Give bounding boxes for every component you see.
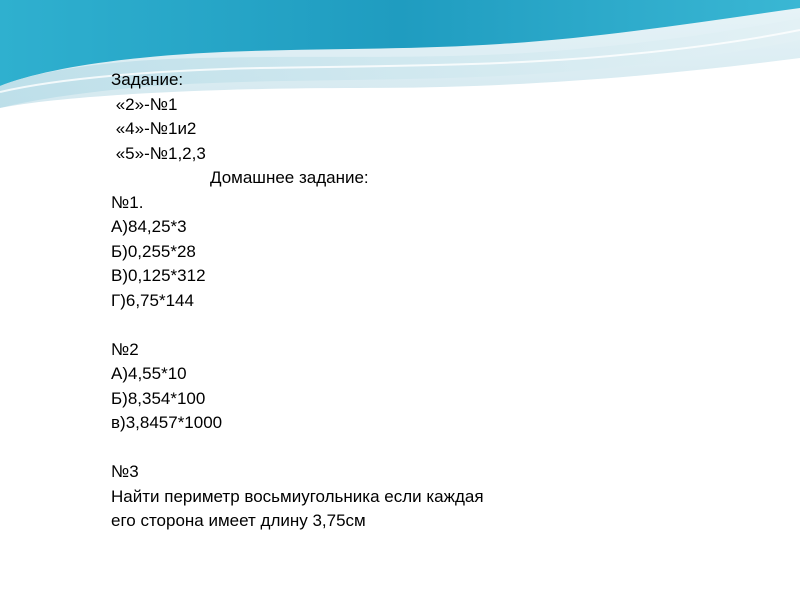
task1-item-g: Г)6,75*144: [111, 290, 194, 310]
grade-requirement-4: «4»-№1и2: [111, 119, 197, 138]
task2-item-b: Б)8,354*100: [111, 388, 206, 408]
task2-item-a: А)4,55*10: [111, 364, 187, 383]
task1-item-b: Б)0,255*28: [111, 241, 196, 261]
task2-item-v: в)3,8457*1000: [111, 413, 223, 432]
grade-requirement-2: «2»-№1: [111, 94, 178, 114]
task3-text-line-2: его сторона имеет длину 3,75см: [111, 511, 366, 530]
slide-content: [111, 68, 671, 534]
spacer: [111, 313, 671, 338]
task2-label: №2: [111, 339, 139, 359]
task1-label: №1.: [111, 192, 144, 212]
spacer: [111, 436, 671, 461]
task1-item-a: А)84,25*3: [111, 217, 187, 236]
task3-text-line-1: Найти периметр восьмиугольника если каждая: [111, 486, 484, 506]
homework-title: Домашнее задание:: [210, 168, 369, 187]
task3-label: №3: [111, 462, 139, 481]
assignment-heading: Задание:: [111, 70, 184, 89]
task1-item-v: В)0,125*312: [111, 266, 206, 285]
grade-requirement-5: «5»-№1,2,3: [111, 143, 206, 163]
